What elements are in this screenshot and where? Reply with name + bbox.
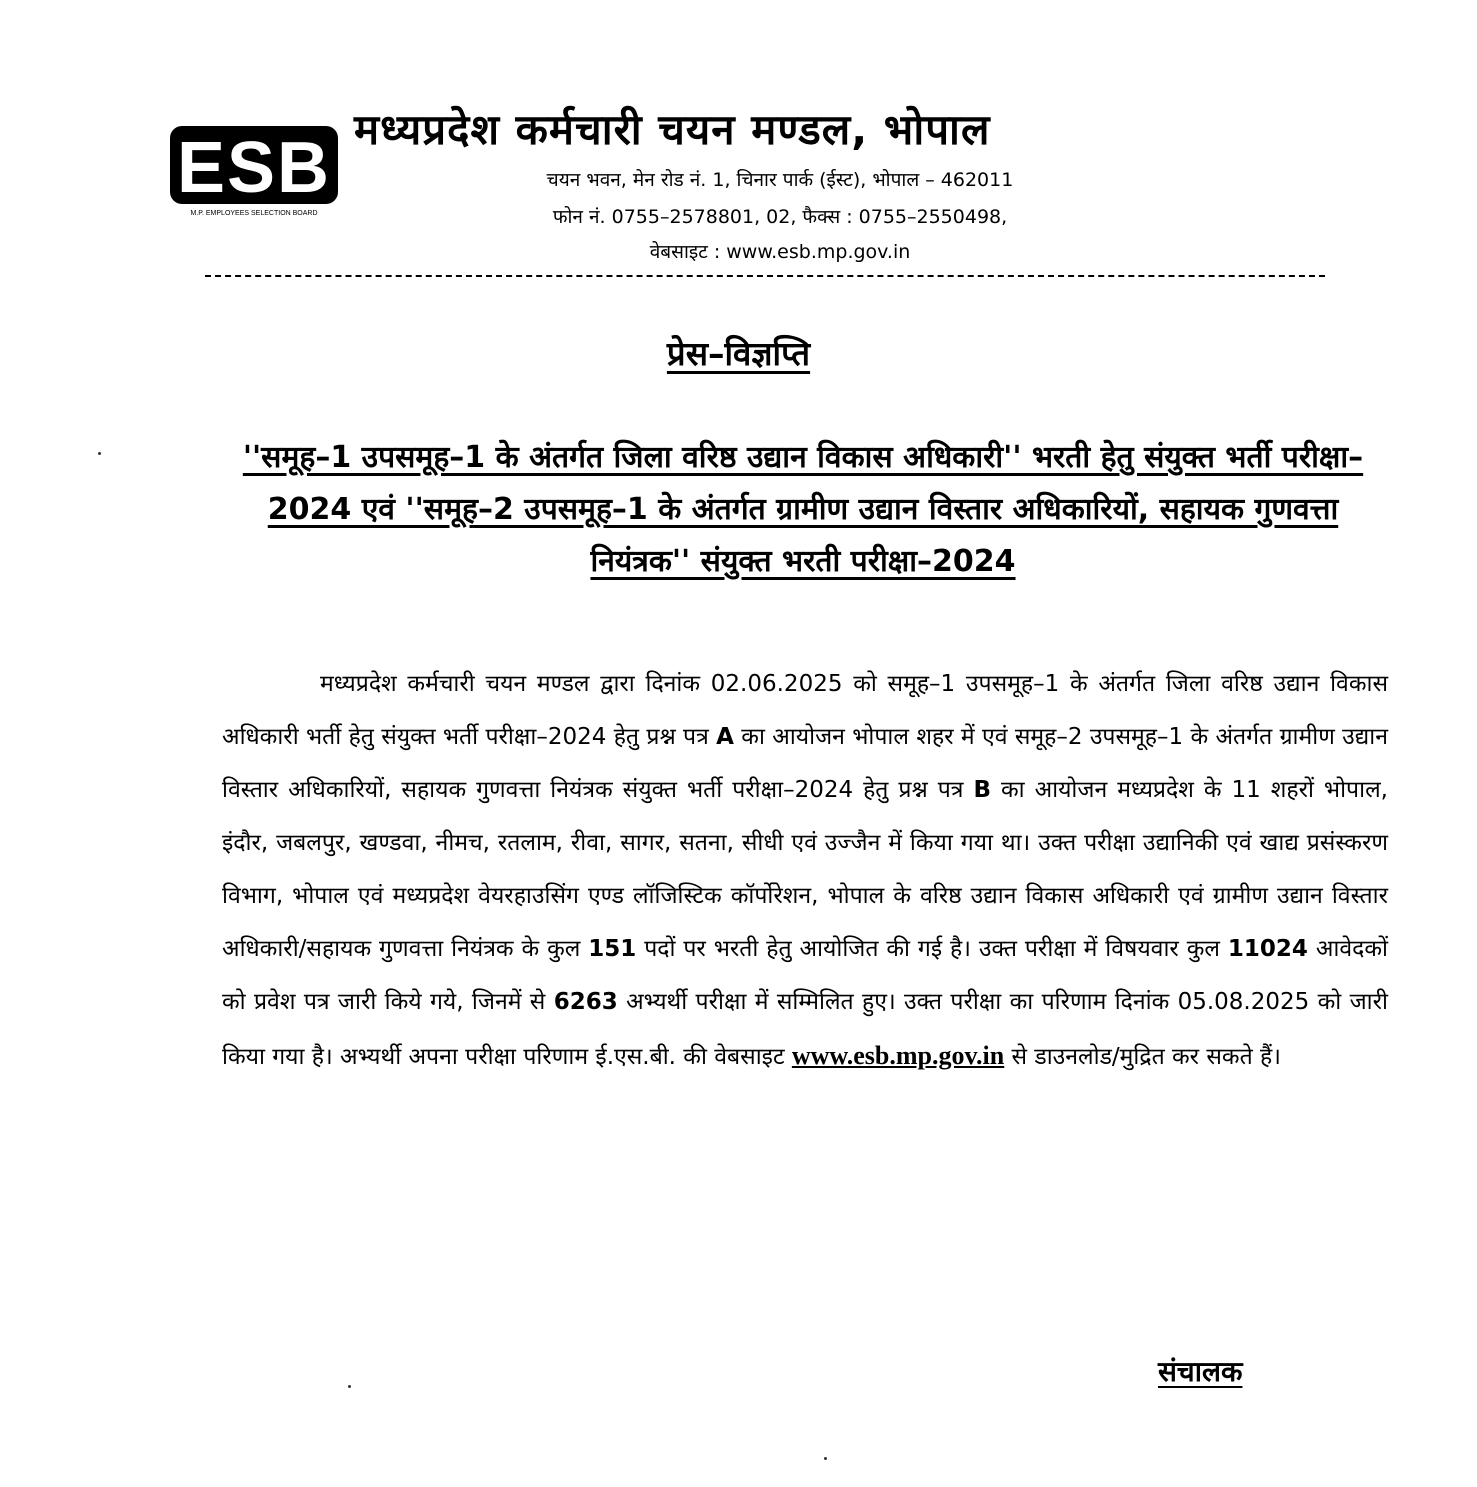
website-line: वेबसाइट : www.esb.mp.gov.in	[649, 241, 911, 263]
press-release-title-text: प्रेस–विज्ञप्ति	[666, 334, 811, 373]
header-divider	[205, 275, 1325, 277]
body-segment-4: पदों पर भरती हेतु आयोजित की गई है। उक्त परीक्षा में विषयवार कुल	[636, 936, 1228, 962]
phone-fax-line: फोन नं. 0755–2578801, 02, फैक्स : 0755–2550498,	[552, 206, 1008, 228]
body-segment-5: आवेदकों को प्रवेश पत्र जारी किये गये, जिनमें से	[222, 936, 1388, 1015]
paper-a-label: A	[716, 724, 734, 750]
subject-heading	[228, 432, 1378, 588]
scan-speck	[824, 1457, 827, 1460]
signature-designation: संचालक	[1158, 1355, 1243, 1388]
paper-b-label: B	[973, 777, 991, 803]
scan-speck	[98, 452, 101, 455]
body-segment-6: अभ्यर्थी परीक्षा में सम्मिलित हुए। उक्त परीक्षा का परिणाम दिनांक 05.08.2025 को जारी किया गया है। अभ्यर्थी अपना परीक्षा परिणाम ई.एस.बी. की वेबसाइट	[222, 989, 1388, 1070]
organization-name: मध्यप्रदेश कर्मचारी चयन मण्डल, भोपाल	[354, 105, 991, 154]
appeared-candidates: 6263	[553, 989, 618, 1015]
total-applicants: 11024	[1227, 936, 1308, 962]
address-line: चयन भवन, मेन रोड नं. 1, चिनार पार्क (ईस्ट), भोपाल – 462011	[546, 169, 1014, 191]
subject-text: ''समूह–1 उपसमूह–1 के अंतर्गत जिला वरिष्ठ उद्यान विकास अधिकारी'' भरती हेतु संयुक्त भर्ती परीक्षा–2024 एवं ''समूह–2 उपसमूह–1 के अंतर्गत ग्रामीण उद्यान विस्तार अधिकारियों, सहायक गुणवत्ता नियंत्रक'' संयुक्त भरती परीक्षा–2024	[242, 440, 1364, 579]
press-release-title	[0, 330, 1477, 375]
body-segment-2: का आयोजन भोपाल शहर में एवं समूह–2 उपसमूह–1 के अंतर्गत ग्रामीण उद्यान विस्तार अधिकारियों, सहायक गुणवत्ता नियंत्रक संयुक्त भर्ती परीक्षा–2024 हेतु प्रश्न पत्र	[222, 724, 1388, 803]
body-paragraph	[222, 658, 1388, 1084]
body-segment-3: का आयोजन मध्यप्रदेश के 11 शहरों भोपाल, इंदौर, जबलपुर, खण्डवा, नीमच, रतलाम, रीवा, सागर, सतना, सीधी एवं उज्जैन में किया गया था। उक्त परीक्षा उद्यानिकी एवं खाद्य प्रसंस्करण विभाग, भोपाल एवं मध्यप्रदेश वेयरहाउसिंग एण्ड लॉजिस्टिक कॉर्पोरेशन, भोपाल के वरिष्ठ उद्यान विकास अधिकारी एवं ग्रामीण उद्यान विस्तार अधिकारी/सहायक गुणवत्ता नियंत्रक के कुल	[222, 777, 1388, 962]
total-posts: 151	[588, 936, 637, 962]
scan-speck	[348, 1385, 351, 1388]
esb-logo	[168, 122, 340, 222]
website-link[interactable]: www.esb.mp.gov.in	[791, 1041, 1005, 1070]
logo-subtitle: M.P. EMPLOYEES SELECTION BOARD	[190, 210, 318, 217]
body-segment-7: से डाउनलोड/मुद्रित कर सकते हैं।	[1004, 1044, 1281, 1070]
logo-text: ESB	[176, 128, 332, 208]
body-segment-1: मध्यप्रदेश कर्मचारी चयन मण्डल द्वारा दिनांक 02.06.2025 को समूह–1 उपसमूह–1 के अंतर्गत जिला वरिष्ठ उद्यान विकास अधिकारी भर्ती हेतु संयुक्त भर्ती परीक्षा–2024 हेतु प्रश्न पत्र	[222, 671, 1388, 750]
